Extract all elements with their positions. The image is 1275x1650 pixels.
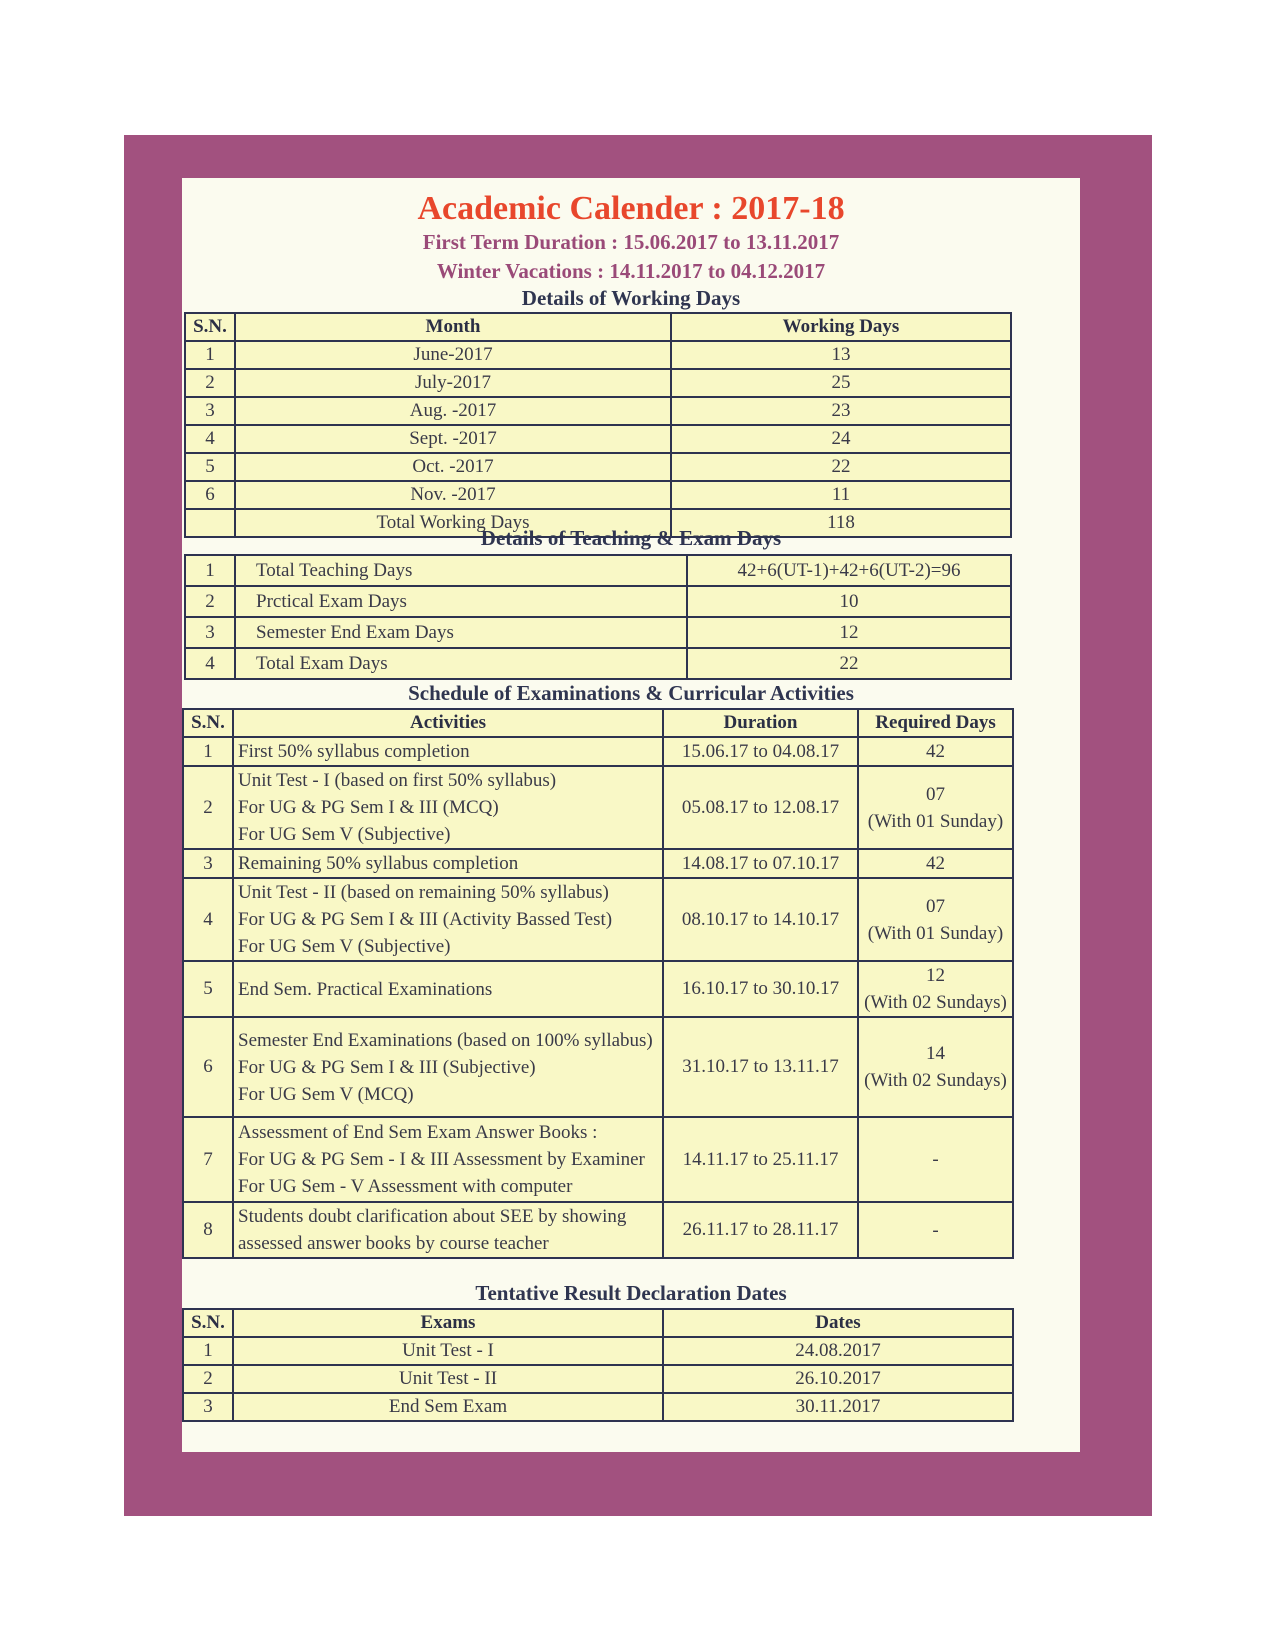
col-sn: S.N. — [183, 1309, 233, 1337]
table-row — [185, 397, 1011, 425]
table-row — [183, 849, 1013, 878]
row-working-days: 22 — [671, 453, 1011, 481]
results-heading: Tentative Result Declaration Dates — [475, 1281, 787, 1305]
row-required-days — [858, 1117, 1013, 1202]
days-line: (With 02 Sundays) — [864, 992, 1007, 1013]
days-line: 07 — [926, 895, 945, 917]
row-duration: 05.08.17 to 12.08.17 — [663, 766, 858, 849]
working-days-heading: Details of Working Days — [521, 286, 741, 310]
row-activity — [233, 1017, 663, 1117]
row-sn: 6 — [185, 481, 235, 509]
activity-line: Students doubt clarification about SEE by showing — [238, 1206, 627, 1227]
row-working-days: 13 — [671, 341, 1011, 369]
teaching-days-table — [184, 554, 1012, 680]
row-sn: 4 — [183, 878, 233, 961]
row-month: Nov. -2017 — [235, 481, 671, 509]
days-line: 42 — [926, 853, 945, 874]
row-duration: 31.10.17 to 13.11.17 — [663, 1017, 858, 1117]
days-line: (With 02 Sundays) — [864, 1070, 1007, 1091]
winter-vacations: Winter Vacations : 14.11.2017 to 04.12.2017 — [436, 259, 826, 283]
row-duration: 15.06.17 to 04.08.17 — [663, 737, 858, 766]
activity-line: Semester End Examinations (based on 100% syllabus) — [238, 1029, 653, 1051]
table-row — [183, 766, 1013, 849]
col-working-days: Working Days — [671, 313, 1011, 341]
row-duration: 14.11.17 to 25.11.17 — [663, 1117, 858, 1202]
activity-line: Unit Test - I (based on first 50% syllabus) — [238, 770, 557, 791]
row-sn: 2 — [183, 766, 233, 849]
row-required-days — [858, 1202, 1013, 1258]
row-sn: 4 — [185, 425, 235, 453]
row-sn: 8 — [183, 1202, 233, 1258]
row-sn: 6 — [183, 1017, 233, 1117]
activity-line: End Sem. Practical Examinations — [238, 978, 493, 1000]
row-sn: 1 — [183, 1337, 233, 1365]
table-row — [185, 586, 1011, 617]
row-month: June-2017 — [235, 341, 671, 369]
row-sn: 1 — [185, 341, 235, 369]
row-working-days: 25 — [671, 369, 1011, 397]
row-duration: 26.11.17 to 28.11.17 — [663, 1202, 858, 1258]
row-sn: 3 — [185, 617, 235, 648]
activity-line: First 50% syllabus completion — [238, 741, 470, 762]
table-row — [183, 1117, 1013, 1202]
days-line: - — [932, 1149, 939, 1170]
days-line: (With 01 Sunday) — [867, 810, 1004, 832]
col-month: Month — [235, 313, 671, 341]
activity-line: Remaining 50% syllabus completion — [238, 853, 519, 874]
row-required-days — [858, 849, 1013, 878]
days-line: 14 — [926, 1043, 945, 1064]
schedule-table — [182, 708, 1014, 1259]
row-exam: End Sem Exam — [233, 1393, 663, 1421]
row-value: 12 — [687, 617, 1011, 648]
table-row — [185, 648, 1011, 679]
row-activity — [233, 849, 663, 878]
row-date: 30.11.2017 — [663, 1393, 1013, 1421]
first-term-duration: First Term Duration : 15.06.2017 to 13.11.2017 — [422, 230, 840, 254]
table-row — [183, 1337, 1013, 1365]
working-days-table — [184, 312, 1012, 538]
table-row — [183, 1393, 1013, 1421]
row-working-days: 11 — [671, 481, 1011, 509]
days-line: 07 — [926, 783, 945, 805]
table-header-row — [185, 313, 1011, 341]
row-sn: 3 — [185, 397, 235, 425]
table-row — [183, 1365, 1013, 1393]
teaching-days-heading: Details of Teaching & Exam Days — [480, 526, 782, 550]
row-required-days — [858, 737, 1013, 766]
col-sn: S.N. — [183, 709, 233, 737]
row-sn: 2 — [185, 586, 235, 617]
table-row — [185, 425, 1011, 453]
col-sn: S.N. — [185, 313, 235, 341]
row-required-days — [858, 766, 1013, 849]
table-header-row — [183, 709, 1013, 737]
activity-line: For UG & PG Sem I & III (Subjective) — [238, 1056, 536, 1078]
row-exam: Unit Test - I — [233, 1337, 663, 1365]
row-item: Semester End Exam Days — [235, 617, 687, 648]
days-line: - — [932, 1219, 939, 1241]
row-activity — [233, 766, 663, 849]
col-required-days: Required Days — [858, 709, 1013, 737]
row-working-days: 23 — [671, 397, 1011, 425]
row-activity — [233, 1202, 663, 1258]
row-activity — [233, 878, 663, 961]
row-value: 42+6(UT-1)+42+6(UT-2)=96 — [687, 555, 1011, 586]
row-required-days — [858, 961, 1013, 1017]
row-month: Aug. -2017 — [235, 397, 671, 425]
table-row — [183, 878, 1013, 961]
page-title: Academic Calender : 2017-18 — [417, 190, 845, 227]
activity-line: For UG Sem V (Subjective) — [238, 824, 451, 845]
table-row — [185, 369, 1011, 397]
results-table — [182, 1308, 1014, 1422]
activity-line: For UG & PG Sem I & III (MCQ) — [238, 797, 499, 818]
table-row — [183, 1017, 1013, 1117]
days-line: (With 01 Sunday) — [867, 922, 1004, 944]
row-month: Oct. -2017 — [235, 453, 671, 481]
row-sn: 1 — [185, 555, 235, 586]
row-value: 10 — [687, 586, 1011, 617]
days-line: 12 — [926, 965, 945, 986]
total-label: Total Working Days — [235, 509, 671, 537]
row-duration: 08.10.17 to 14.10.17 — [663, 878, 858, 961]
row-month: July-2017 — [235, 369, 671, 397]
row-required-days — [858, 1017, 1013, 1117]
col-activities: Activities — [233, 709, 663, 737]
row-sn: 5 — [185, 453, 235, 481]
activity-line: For UG Sem V (Subjective) — [238, 936, 451, 957]
col-dates: Dates — [663, 1309, 1013, 1337]
row-sn: 1 — [183, 737, 233, 766]
row-duration: 14.08.17 to 07.10.17 — [663, 849, 858, 878]
col-duration: Duration — [663, 709, 858, 737]
table-row — [185, 555, 1011, 586]
row-item: Total Exam Days — [235, 648, 687, 679]
row-sn: 3 — [183, 1393, 233, 1421]
table-row — [183, 1202, 1013, 1258]
table-row — [185, 617, 1011, 648]
table-row — [183, 961, 1013, 1017]
row-exam: Unit Test - II — [233, 1365, 663, 1393]
row-date: 24.08.2017 — [663, 1337, 1013, 1365]
total-value: 118 — [671, 509, 1011, 537]
row-sn: 2 — [185, 369, 235, 397]
row-date: 26.10.2017 — [663, 1365, 1013, 1393]
row-activity — [233, 1117, 663, 1202]
row-sn: 3 — [183, 849, 233, 878]
row-month: Sept. -2017 — [235, 425, 671, 453]
schedule-heading: Schedule of Examinations & Curricular Activities — [408, 681, 854, 705]
row-value: 22 — [687, 648, 1011, 679]
calendar-sheet — [182, 178, 1080, 1452]
row-item: Prctical Exam Days — [235, 586, 687, 617]
activity-line: Unit Test - II (based on remaining 50% syllabus) — [238, 882, 609, 903]
activity-line: Assessment of End Sem Exam Answer Books : — [238, 1122, 598, 1143]
table-header-row — [183, 1309, 1013, 1337]
table-row — [185, 453, 1011, 481]
row-duration: 16.10.17 to 30.10.17 — [663, 961, 858, 1017]
row-sn: 7 — [183, 1117, 233, 1202]
row-required-days — [858, 878, 1013, 961]
activity-line: For UG Sem - V Assessment with computer — [238, 1176, 573, 1197]
col-exams: Exams — [233, 1309, 663, 1337]
activity-line: For UG Sem V (MCQ) — [238, 1083, 414, 1105]
table-row — [183, 737, 1013, 766]
table-row — [185, 341, 1011, 369]
row-sn: 4 — [185, 648, 235, 679]
row-item: Total Teaching Days — [235, 555, 687, 586]
row-activity — [233, 737, 663, 766]
row-activity — [233, 961, 663, 1017]
row-sn: 2 — [183, 1365, 233, 1393]
activity-line: For UG & PG Sem I & III (Activity Bassed Test) — [238, 909, 613, 930]
days-line: 42 — [926, 741, 945, 762]
row-working-days: 24 — [671, 425, 1011, 453]
activity-line: assessed answer books by course teacher — [238, 1233, 549, 1254]
row-sn: 5 — [183, 961, 233, 1017]
table-row — [185, 481, 1011, 509]
activity-line: For UG & PG Sem - I & III Assessment by Examiner — [238, 1149, 645, 1170]
